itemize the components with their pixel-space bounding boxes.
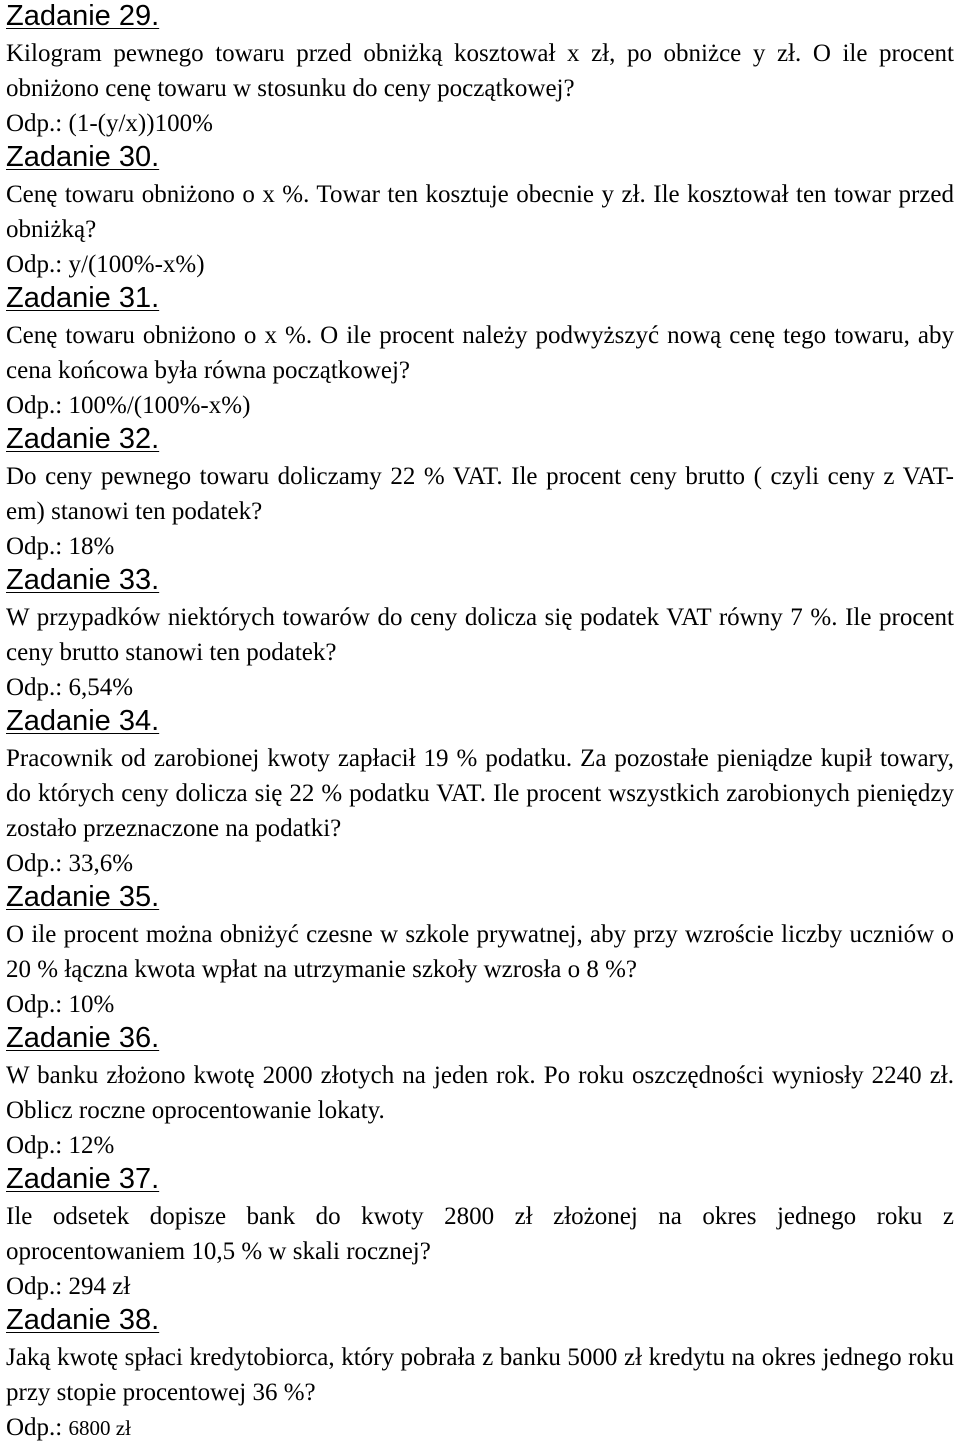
answer-label: Odp.: [6,1132,63,1159]
task-heading: Zadanie 31. [6,282,160,314]
answer-label: Odp.: [6,533,63,560]
answer-value: 12% [68,1132,115,1159]
answer-label: Odp.: [6,1414,63,1441]
task-heading: Zadanie 29. [6,0,160,32]
answer-label: Odp.: [6,392,63,419]
task-heading: Zadanie 34. [6,705,160,737]
answer-label: Odp.: [6,110,63,137]
task-answer [6,1269,954,1304]
task-question: Jaką kwotę spłaci kredytobiorca, który pobrała z banku 5000 zł kredytu na okres jednego roku przy stopie procentowej 36 %? [6,1344,954,1406]
task-33 [6,564,954,705]
task-answer [6,670,954,705]
task-heading: Zadanie 36. [6,1022,160,1054]
answer-value: 10% [68,991,115,1018]
answer-value: 33,6% [68,850,134,877]
task-30 [6,141,954,282]
task-answer [6,388,954,423]
answer-value: (1-(y/x))100% [68,110,213,137]
task-question: W banku złożono kwotę 2000 złotych na jeden rok. Po roku oszczędności wyniosły 2240 zł. Oblicz roczne oprocentowanie lokaty. [6,1062,954,1124]
task-question: Ile odsetek dopisze bank do kwoty 2800 zł złożonej na okres jednego roku z oprocentowaniem 10,5 % w skali rocznej? [6,1203,954,1265]
task-question: O ile procent można obniżyć czesne w szkole prywatnej, aby przy wzroście liczby uczniów o 20 % łączna kwota wpłat na utrzymanie szkoły wzrosła o 8 %? [6,921,954,983]
task-heading: Zadanie 33. [6,564,160,596]
task-heading: Zadanie 35. [6,881,160,913]
task-answer [6,529,954,564]
task-32 [6,423,954,564]
task-question: Cenę towaru obniżono o x %. Towar ten kosztuje obecnie y zł. Ile kosztował ten towar przed obniżką? [6,181,954,243]
answer-value: 6800 zł [68,1416,131,1440]
task-answer [6,1128,954,1163]
answer-label: Odp.: [6,850,63,877]
answer-label: Odp.: [6,674,63,701]
task-question: Cenę towaru obniżono o x %. O ile procent należy podwyższyć nową cenę tego towaru, aby cena końcowa była równa początkowej? [6,322,954,384]
task-heading: Zadanie 37. [6,1163,160,1195]
answer-label: Odp.: [6,1273,63,1300]
task-question: Do ceny pewnego towaru doliczamy 22 % VAT. Ile procent ceny brutto ( czyli ceny z VAT- em) stanowi ten podatek? [6,463,954,525]
task-31 [6,282,954,423]
task-36 [6,1022,954,1163]
task-37 [6,1163,954,1304]
task-35 [6,881,954,1022]
task-answer [6,987,954,1022]
task-question: W przypadków niektórych towarów do ceny dolicza się podatek VAT równy 7 %. Ile procent ceny brutto stanowi ten podatek? [6,604,954,666]
answer-label: Odp.: [6,251,63,278]
task-34 [6,705,954,881]
task-question: Pracownik od zarobionej kwoty zapłacił 19 % podatku. Za pozostałe pieniądze kupił towary, do których ceny dolicza się 22 % podatku VAT. Ile procent wszystkich zarobionych pieniędzy zostało przeznaczone na podatki? [6,745,954,842]
task-question: Kilogram pewnego towaru przed obniżką kosztował x zł, po obniżce y zł. O ile procent obniżono cenę towaru w stosunku do ceny początkowej? [6,40,954,102]
task-answer [6,1410,954,1446]
task-heading: Zadanie 38. [6,1304,160,1336]
answer-label: Odp.: [6,991,63,1018]
task-29 [6,0,954,141]
answer-value: 18% [68,533,115,560]
task-heading: Zadanie 30. [6,141,160,173]
task-heading: Zadanie 32. [6,423,160,455]
task-answer [6,247,954,282]
answer-value: 294 zł [68,1273,131,1300]
answer-value: 6,54% [68,674,134,701]
task-answer [6,106,954,141]
task-answer [6,846,954,881]
answer-value: 100%/(100%-x%) [68,392,251,419]
answer-value: y/(100%-x%) [68,251,205,278]
task-38 [6,1304,954,1446]
